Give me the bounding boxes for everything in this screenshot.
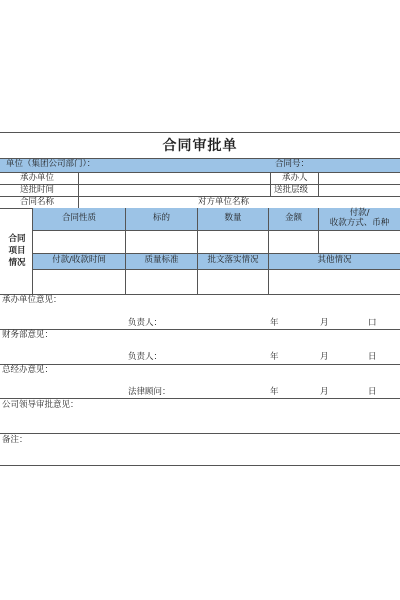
sign-legal: 法律顾问： [128,387,171,397]
submit-level-label: 送批层级 [274,185,309,195]
opinion-office-label: 总经办意见： [2,365,54,375]
header-amount: 金额 [284,213,302,223]
day-1: 口 [368,318,377,328]
year-2: 年 [270,352,279,362]
opinion-undertaking-label: 承办单位意见： [2,295,62,305]
contract-no-label: 合同号： [275,159,310,169]
opinion-leader-label: 公司领导审批意见： [2,400,79,410]
contract-items-label: 合同 项目 情况 [8,234,26,268]
header-other: 其他情况 [317,255,352,265]
month-3: 月 [320,387,329,397]
header-payment-time: 付款/收款时间 [52,255,106,265]
sign-responsible-1: 负责人： [128,318,163,328]
month-1: 月 [320,318,329,328]
day-2: 日 [368,352,377,362]
header-payment-method: 付款/ 收款方式、币种 [329,208,390,228]
day-3: 日 [368,387,377,397]
form-title: 合同审批单 [162,138,238,154]
undertaker-label: 承办人 [282,173,308,183]
undertaking-unit-label: 承办单位 [20,173,55,183]
header-quantity: 数量 [224,213,242,223]
year-3: 年 [270,387,279,397]
contract-name-label: 合同名称 [20,197,55,207]
year-1: 年 [270,318,279,328]
sign-responsible-2: 负责人： [128,352,163,362]
header-approval-status: 批文落实情况 [207,255,259,265]
opinion-finance-label: 财务部意见： [2,330,54,340]
header-subject: 标的 [152,213,170,223]
remarks-label: 备注： [2,435,28,445]
contract-approval-form [0,132,400,466]
month-2: 月 [320,352,329,362]
counterparty-label: 对方单位名称 [198,197,250,207]
unit-label: 单位（集团公司部门）： [6,159,96,169]
header-quality-standard: 质量标准 [144,255,179,265]
header-contract-nature: 合同性质 [61,213,96,223]
submit-time-label: 送批时间 [20,185,55,195]
